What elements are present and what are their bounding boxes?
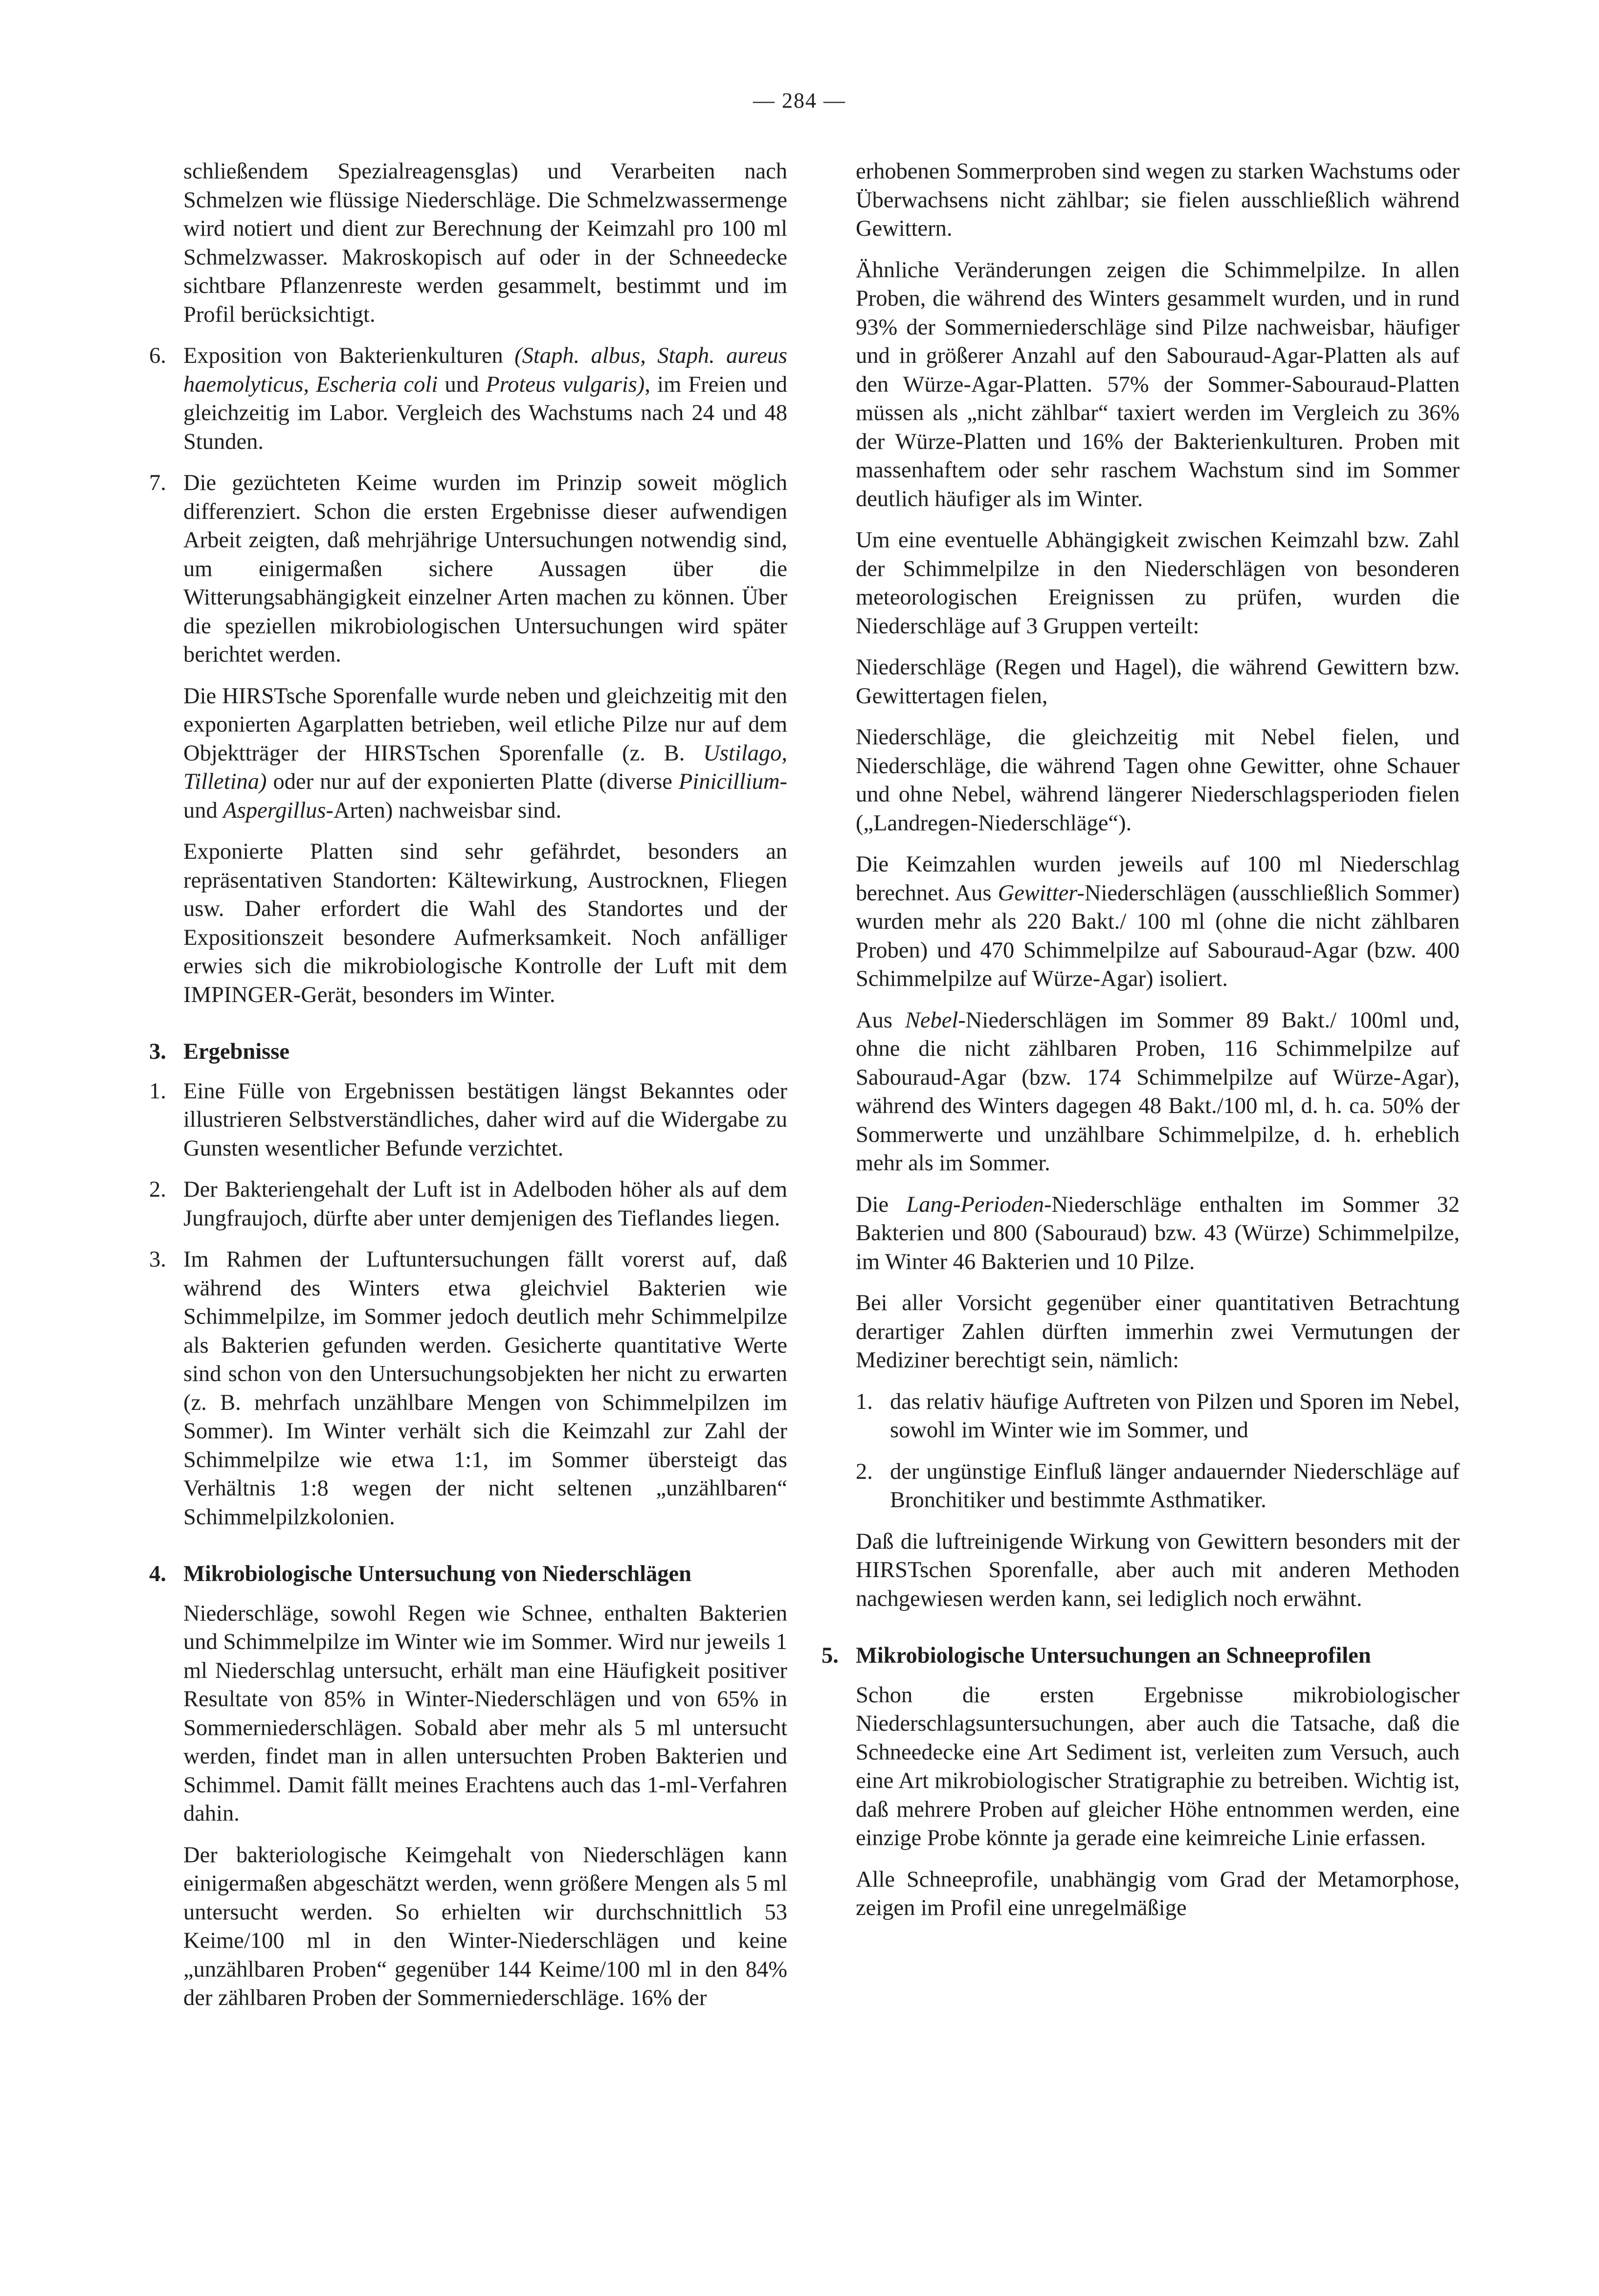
paragraph [856,723,1460,838]
text: schließendem Spezialreagensglas) und Verarbeiten nach Schmelzen wie flüssige Niederschläge. Die Schmelzwassermenge wird notiert und dient zur Berechnung der Keimzahl pro 100 ml Schmelzwasser. Makroskopisch auf oder in der Schneedecke sichtbare Pflanzenreste werden gesammelt, bestimmt und im Profil berücksichtigt. [183,159,787,327]
paragraph [856,850,1460,994]
text: Niederschläge (Regen und Hagel), die während Gewittern bzw. Gewittertagen fielen, [856,655,1460,709]
text: Bei aller Vorsicht gegenüber einer quantitativen Betrachtung derartiger Zahlen dürften immerhin zwei Vermutungen der Mediziner berechtigt sein, nämlich: [856,1291,1460,1373]
paragraph [183,1600,787,1828]
list-number: 7. [149,470,166,495]
list-item [856,1458,1460,1515]
text: Eine Fülle von Ergebnissen bestätigen längst Bekanntes oder illustrieren Selbstverständliches, daher wird auf die Widergabe zu Gunsten wesentlicher Befunde verzichtet. [183,1078,787,1161]
list-number: 2. [149,1177,166,1202]
text: Niederschläge, die gleichzeitig mit Nebel fielen, und Niederschläge, die während Tagen ohne Gewitter, ohne Schauer und ohne Nebel, während längerer Niederschlagsperioden fielen („Landregen-Niederschläge“). [856,725,1460,836]
text: Um eine eventuelle Abhängigkeit zwischen Keimzahl bzw. Zahl der Schimmelpilze in den Niederschlägen von besonderen meteorologischen Ereignissen zu prüfen, wurden die Niederschläge auf 3 Gruppen verteilt: [856,528,1460,639]
paragraph [856,1006,1460,1178]
text: Exposition von Bakterienkulturen (Staph. albus, Staph. aureus haemolyticus, Escheria coli und Proteus vulgaris), im Freien und gleichzeitig im Labor. Vergleich des Wachstums nach 24 und 48 Stunden. [183,343,788,454]
paragraph [856,1681,1460,1853]
list-item [856,1388,1460,1445]
paragraph [183,1841,787,2013]
text: der ungünstige Einfluß länger andauernder Niederschläge auf Bronchitiker und bestimmte Asthmatiker. [890,1459,1460,1513]
section-heading [822,1642,1460,1671]
text: Die gezüchteten Keime wurden im Prinzip soweit möglich differenziert. Schon die ersten Ergebnisse dieser aufwendigen Arbeit zeigten, daß mehrjährige Untersuchungen notwendig sind, um einigermaßen sichere Aussagen über die Witterungsabhängigkeit einzelner Arten machen zu können. Über die speziellen mikrobiologischen Untersuchungen wird später berichtet werden. [183,470,787,667]
text: Im Rahmen der Luftuntersuchungen fällt vorerst auf, daß während des Winters etwa gleichviel Bakterien wie Schimmelpilze, im Sommer jedoch deutlich mehr Schimmelpilze als Bakterien gefunden werden. Gesicherte quantitative Werte sind schon von den Untersuchungsobjekten her nicht zu erwarten (z. B. mehrfach unzählbare Mengen von Schimmelpilzen im Sommer). Im Winter verhält sich die Keimzahl zur Zahl der Schimmelpilze wie etwa 1:1, im Sommer übersteigt das Verhältnis 1:8 wegen der nicht seltenen „unzählbaren“ Schimmelpilzkolonien. [183,1247,787,1530]
paragraph [856,256,1460,514]
text: Der bakteriologische Keimgehalt von Niederschlägen kann einigermaßen abgeschätzt werden, wenn größere Mengen als 5 ml untersucht werden. So erhielten wir durchschnittlich 53 Keime/100 ml in den Winter-Niederschlägen und keine „unzählbaren Proben“ gegenüber 144 Keime/100 ml in den 84% der zählbaren Proben der Sommerniederschläge. 16% der [183,1842,787,2010]
paragraph [856,1191,1460,1277]
right-column [822,157,1460,1936]
list-item [149,1077,787,1163]
left-column [149,157,788,2026]
list-item [149,1246,787,1532]
text: Die HIRSTsche Sporenfalle wurde neben und gleichzeitig mit den exponierten Agarplatten betrieben, weil etliche Pilze nur auf dem Objektträger der HIRSTschen Sporenfalle (z. B. Ustilago, Tilletina) oder nur auf der exponierten Platte (diverse Pinicillium- und Aspergillus-Arten) nachweisbar sind. [183,683,787,823]
section-number: 4. [149,1561,166,1586]
text: Niederschläge, sowohl Regen wie Schnee, enthalten Bakterien und Schimmelpilze im Winter wie im Sommer. Wird nur jeweils 1 ml Niederschlag untersucht, erhält man eine Häufigkeit positiver Resultate von 85% in Winter-Niederschlägen und von 65% in Sommerniederschlägen. Sobald aber mehr als 5 ml untersucht werden, findet man in allen untersuchten Proben Bakterien und Schimmel. Damit fällt meines Erachtens auch das 1-ml-Verfahren dahin. [183,1601,787,1826]
paragraph [856,526,1460,641]
paragraph [856,1866,1460,1923]
text: Alle Schneeprofile, unabhängig vom Grad der Metamorphose, zeigen im Profil eine unregelmäßige [856,1867,1460,1920]
text: Der Bakteriengehalt der Luft ist in Adelboden höher als auf dem Jungfraujoch, dürfte aber unter demjenigen des Tieflandes liegen. [183,1177,787,1231]
text: erhobenen Sommerproben sind wegen zu starken Wachstums oder Überwachsens nicht zählbar; sie fielen ausschließlich während Gewittern. [856,159,1460,241]
paragraph [856,1528,1460,1614]
paragraph [856,1289,1460,1375]
text: Aus Nebel-Niederschlägen im Sommer 89 Bakt./ 100ml und, ohne die nicht zählbaren Proben, 116 Schimmelpilze auf Sabouraud-Agar (bzw. 174 Schimmelpilze auf Würze-Agar), während des Winters dagegen 48 Bakt./100 ml, d. h. ca. 50% der Sommerwerte und unzählbare Schimmelpilze, d. h. erheblich mehr als im Sommer. [856,1007,1460,1176]
section-heading [149,1560,787,1589]
text: Schon die ersten Ergebnisse mikrobiologischer Niederschlagsuntersuchungen, aber auch die Tatsache, daß die Schneedecke eine Art Sediment ist, verleiten zum Versuch, auch eine Art mikrobiologischer Stratigraphie zu betreiben. Wichtig ist, daß mehrere Proben auf gleicher Höhe entnommen werden, eine einzige Probe könnte ja gerade eine keimreiche Linie erfassen. [856,1682,1460,1850]
section-title: Ergebnisse [183,1039,290,1064]
text: Die Lang-Perioden-Niederschläge enthalten im Sommer 32 Bakterien und 800 (Sabouraud) bzw. 43 (Würze) Schimmelpilze, im Winter 46 Bakterien und 10 Pilze. [856,1192,1460,1274]
text: Die Keimzahlen wurden jeweils auf 100 ml Niederschlag berechnet. Aus Gewitter-Niederschlägen (ausschließlich Sommer) wurden mehr als 220 Bakt./ 100 ml (ohne die nicht zählbaren Proben) und 470 Schimmelpilze auf Sabouraud-Agar (bzw. 400 Schimmelpilze auf Würze-Agar) isoliert. [856,852,1460,991]
text: Daß die luftreinigende Wirkung von Gewittern besonders mit der HIRSTschen Sporenfalle, aber auch mit anderen Methoden nachgewiesen werden kann, sei lediglich noch erwähnt. [856,1529,1460,1611]
list-item [149,1176,787,1233]
page-number: — 284 — [753,89,846,112]
section-title: Mikrobiologische Untersuchungen an Schneeprofilen [856,1643,1371,1668]
list-number: 6. [149,343,166,368]
list-item [149,469,787,669]
paragraph [183,157,787,329]
section-heading [149,1038,787,1067]
text: Ähnliche Veränderungen zeigen die Schimmelpilze. In allen Proben, die während des Winters gesammelt wurden, und in rund 93% der Sommerniederschläge sind Pilze nachweisbar, häufiger und in größerer Anzahl auf den Sabouraud-Agar-Platten als auf den Würze-Agar-Platten. 57% der Sommer-Sabouraud-Platten müssen als „nicht zählbar“ taxiert werden im Vergleich zu 36% der Würze-Platten und 16% der Bakterienkulturen. Proben mit massenhaftem oder sehr raschem Wachstum sind im Sommer deutlich häufiger als im Winter. [856,257,1460,512]
text: Exponierte Platten sind sehr gefährdet, besonders an repräsentativen Standorten: Kältewirkung, Austrocknen, Fliegen usw. Daher erfordert die Wahl des Standortes und der Expositionszeit besondere Aufmerksamkeit. Noch anfälliger erwies sich die mikrobiologische Kontrolle der Luft mit dem IMPINGER-Gerät, besonders im Winter. [183,839,787,1007]
paragraph [856,157,1460,244]
section-number: 3. [149,1039,166,1064]
paragraph [856,653,1460,711]
paragraph [183,682,787,825]
list-number: 1. [856,1389,873,1414]
list-item [149,342,788,456]
list-number: 1. [149,1078,166,1104]
text: das relativ häufige Auftreten von Pilzen und Sporen im Nebel, sowohl im Winter wie im Sommer, und [890,1389,1460,1443]
section-title: Mikrobiologische Untersuchung von Niederschlägen [183,1561,691,1586]
list-number: 3. [149,1247,166,1272]
list-number: 2. [856,1459,873,1484]
paragraph [183,838,787,1009]
section-number: 5. [822,1643,839,1668]
